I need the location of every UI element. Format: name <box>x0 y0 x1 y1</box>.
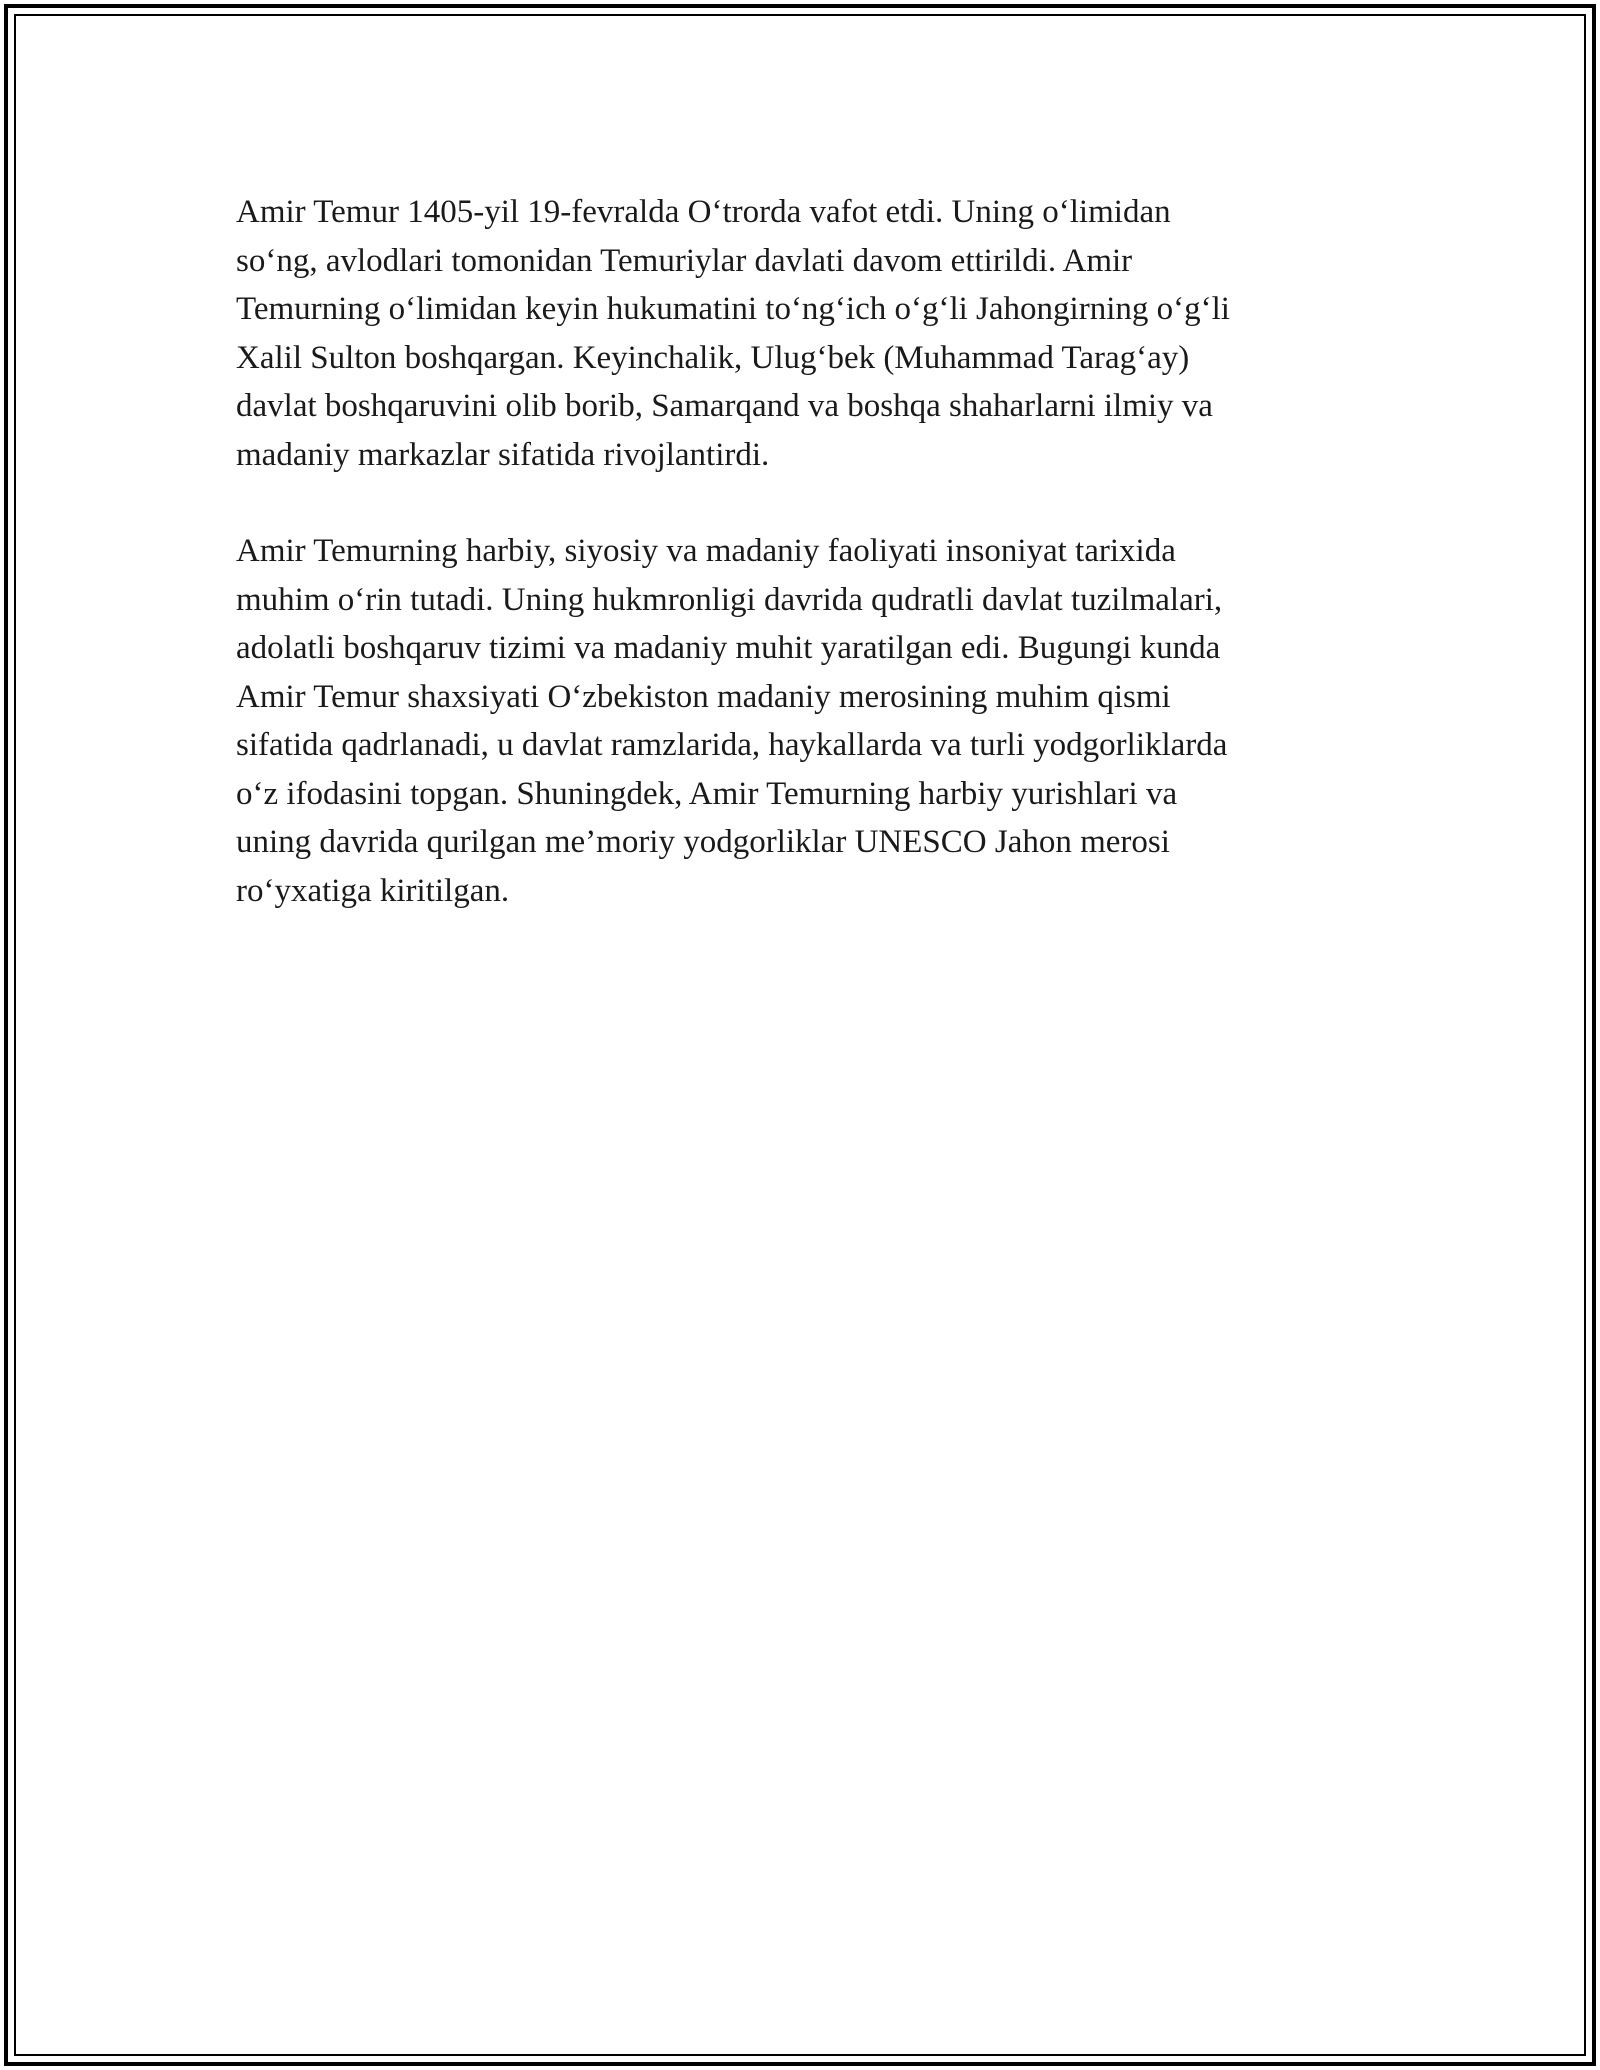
document-body <box>236 188 1366 915</box>
paragraph-2: Amir Temurning harbiy, siyosiy va madaniy faoliyati insoniyat tarixida muhim o‘rin tutadi. Uning hukmronligi davrida qudratli davlat tuzilmalari, adolatli boshqaruv tizimi va madaniy muhit yaratilgan edi. Bugungi kunda Amir Temur shaxsiyati O‘zbekiston madaniy merosining muhim qismi sifatida qadrlanadi, u davlat ramzlarida, haykallarda va turli yodgorliklarda o‘z ifodasini topgan. Shuningdek, Amir Temurning harbiy yurishlari va uning davrida qurilgan me’moriy yodgorliklar UNESCO Jahon merosi ro‘yxatiga kiritilgan. <box>236 533 1228 909</box>
paragraph-1: Amir Temur 1405-yil 19-fevralda O‘trorda vafot etdi. Uning o‘limidan so‘ng, avlodlari tomonidan Temuriylar davlati davom ettirildi. Amir Temurning o‘limidan keyin hukumatini to‘ng‘ich o‘g‘li Jahongirning o‘g‘li Xalil Sulton boshqargan. Keyinchalik, Ulug‘bek (Muhammad Tarag‘ay) davlat boshqaruvini olib borib, Samarqand va boshqa shaharlarni ilmiy va madaniy markazlar sifatida rivojlantirdi. <box>236 194 1230 473</box>
